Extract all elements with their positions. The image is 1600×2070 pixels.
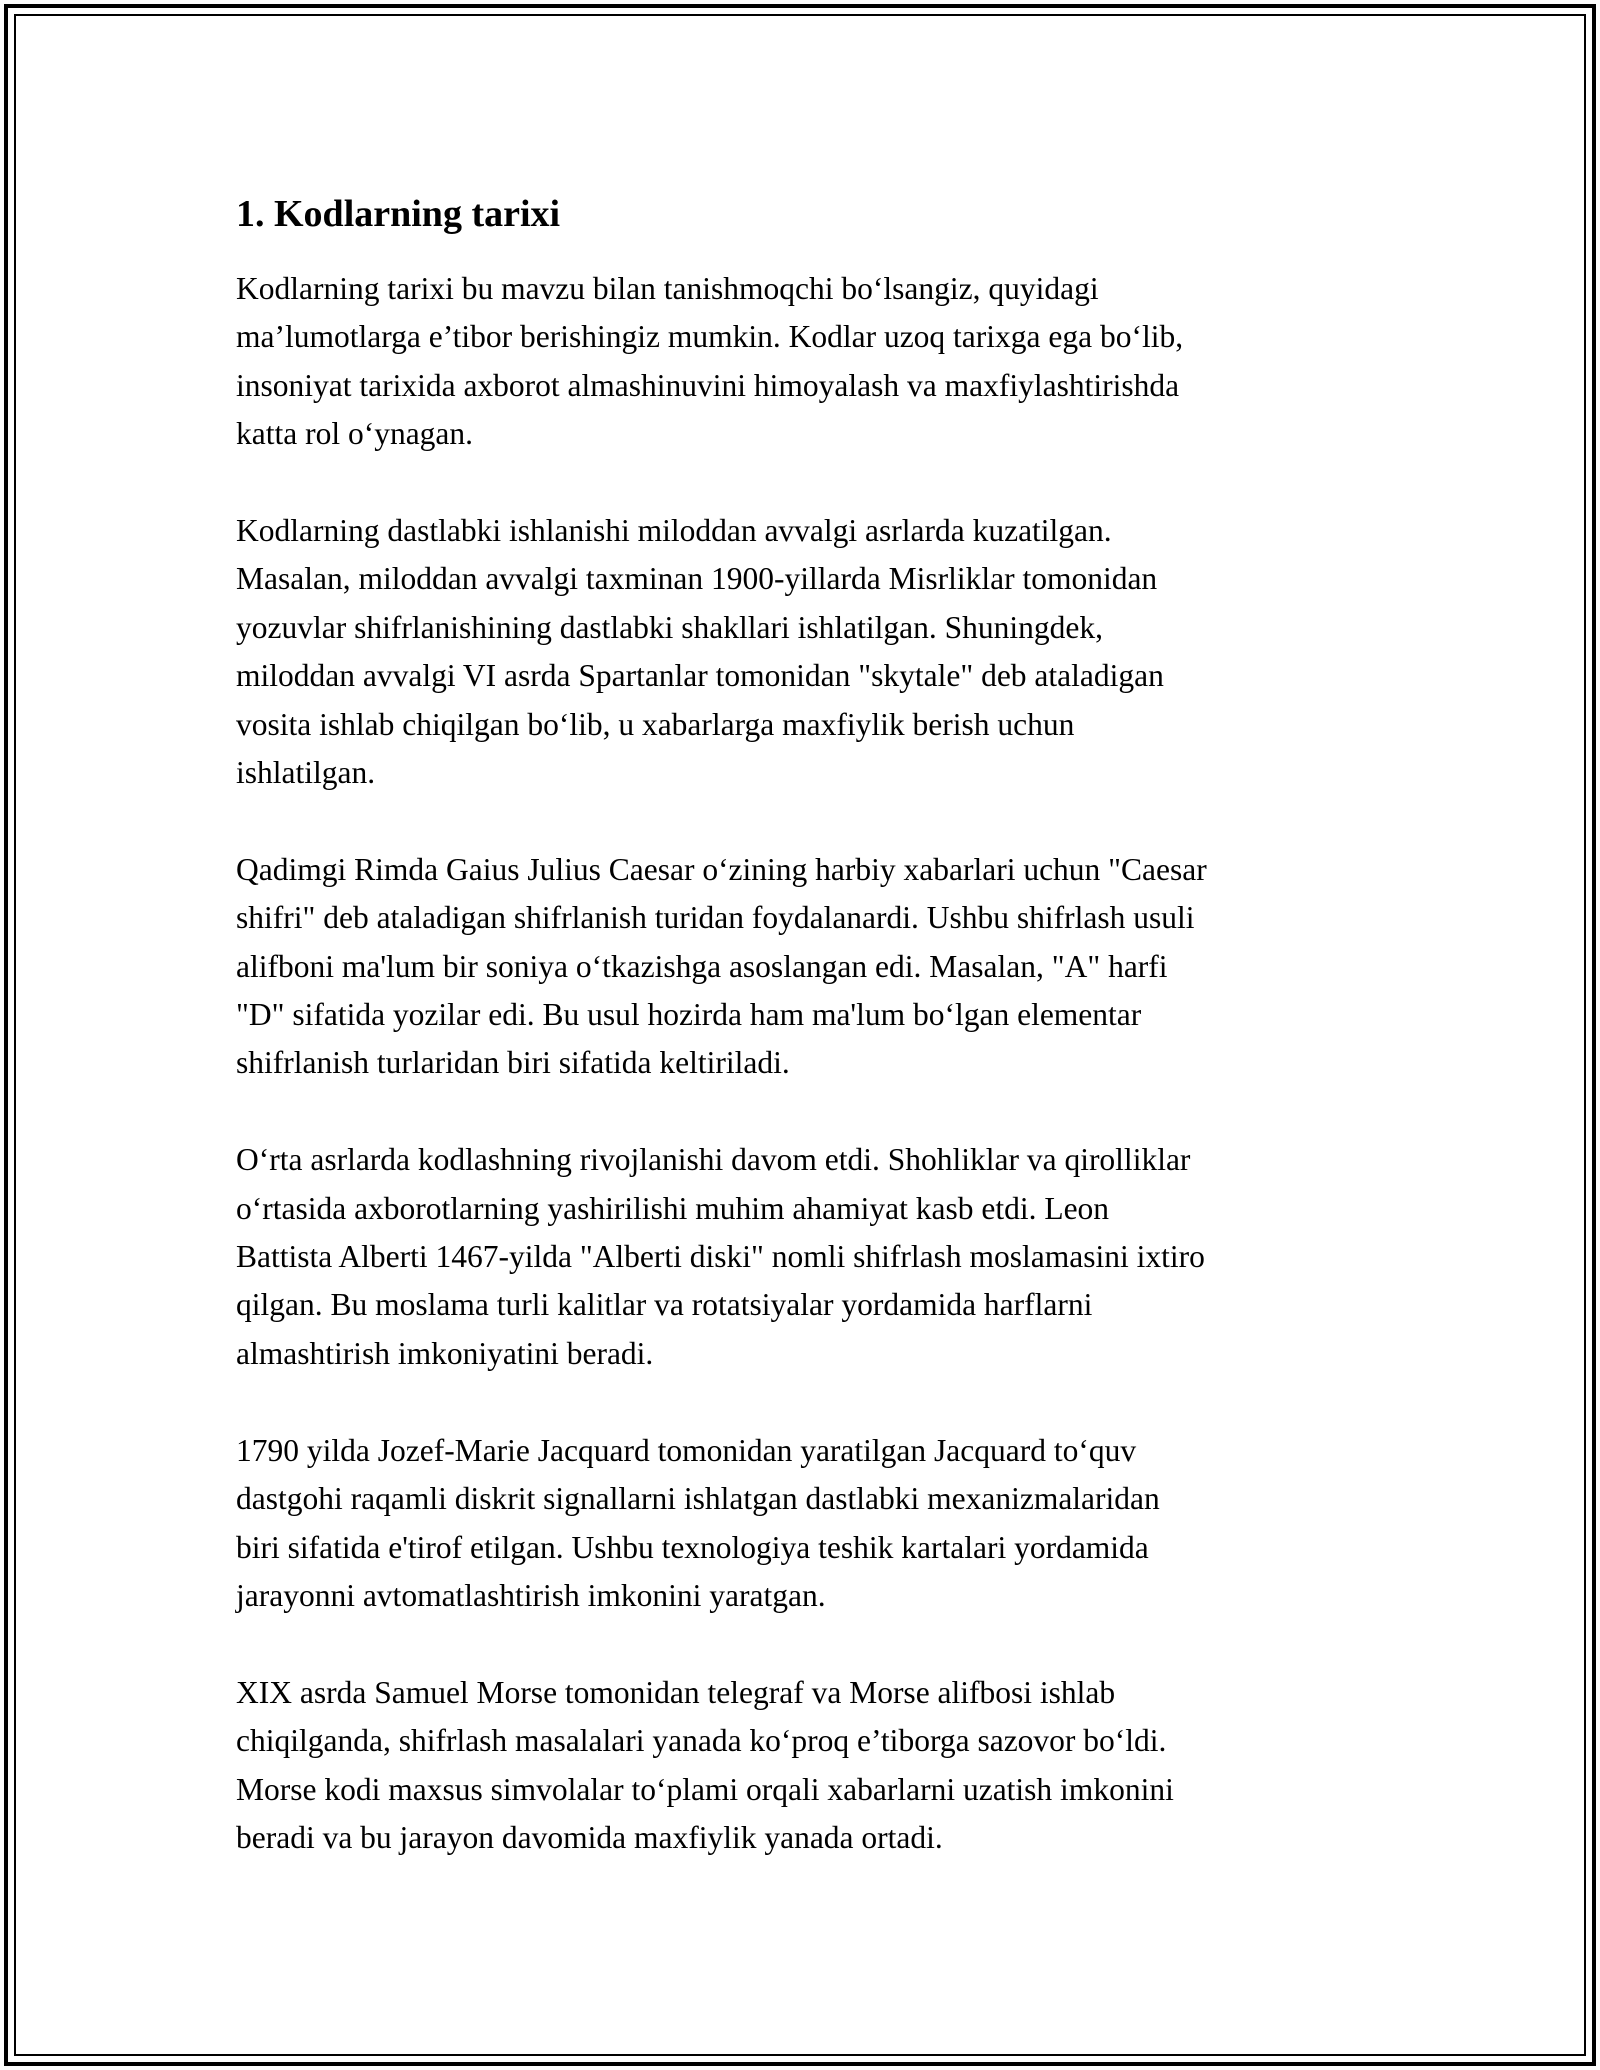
text-line: Morse kodi maxsus simvolalar to‘plami orqali xabarlarni uzatish imkonini [236,1771,1174,1807]
document-body [236,189,1396,1911]
text-line: Battista Alberti 1467-yilda "Alberti diski" nomli shifrlash moslamasini ixtiro [236,1239,1205,1275]
text-line: "D" sifatida yozilar edi. Bu usul hozirda ham ma'lum bo‘lgan elementar [236,997,1142,1033]
paragraph-middle-ages [236,1136,1396,1378]
text-line: o‘rtasida axborotlarning yashirilishi muhim ahamiyat kasb etdi. Leon [236,1190,1110,1226]
text-line: jarayonni avtomatlashtirish imkonini yaratgan. [236,1577,826,1613]
text-line: Kodlarning tarixi bu mavzu bilan tanishmoqchi bo‘lsangiz, quyidagi [236,271,1099,306]
text-line: alifboni ma'lum bir soniya o‘tkazishga asoslangan edi. Masalan, "A" harfi [236,948,1168,984]
document-title: 1. Kodlarning tarixi [236,193,561,235]
text-line: almashtirish imkoniyatini beradi. [236,1335,654,1371]
text-line: O‘rta asrlarda kodlashning rivojlanishi davom etdi. Shohliklar va qirolliklar [236,1142,1191,1178]
text-line: ishlatilgan. [236,755,376,791]
paragraph-morse-code [236,1669,1396,1863]
text-line: Kodlarning dastlabki ishlanishi miloddan avvalgi asrlarda kuzatilgan. [236,513,1112,549]
text-line: XIX asrda Samuel Morse tomonidan telegraf va Morse alifbosi ishlab [236,1674,1116,1710]
text-line: beradi va bu jarayon davomida maxfiylik yanada ortadi. [236,1819,943,1855]
paragraph-early-history [236,507,1396,797]
text-line: Qadimgi Rimda Gaius Julius Caesar o‘zining harbiy xabarlari uchun "Caesar [236,851,1207,887]
text-line: vosita ishlab chiqilgan bo‘lib, u xabarlarga maxfiylik berish uchun [236,706,1075,742]
text-line: dastgohi raqamli diskrit signallarni ishlatgan dastlabki mexanizmalaridan [236,1481,1160,1517]
text-line: yozuvlar shifrlanishining dastlabki shakllari ishlatilgan. Shuningdek, [236,609,1103,645]
text-line: katta rol o‘ynagan. [236,416,474,452]
text-line: shifri" deb ataladigan shifrlanish turidan foydalanardi. Ushbu shifrlash usuli [236,900,1195,936]
text-line: chiqilganda, shifrlash masalalari yanada ko‘proq e’tiborga sazovor bo‘ldi. [236,1723,1167,1759]
paragraph-jacquard-loom [236,1427,1396,1621]
paragraph-caesar-cipher [236,846,1396,1088]
text-line: qilgan. Bu moslama turli kalitlar va rotatsiyalar yordamida harflarni [236,1287,1093,1323]
text-line: insoniyat tarixida axborot almashinuvini himoyalash va maxfiylashtirishda [236,367,1180,403]
text-line: 1790 yilda Jozef-Marie Jacquard tomonidan yaratilgan Jacquard to‘quv [236,1432,1137,1468]
text-line: biri sifatida e'tirof etilgan. Ushbu texnologiya teshik kartalari yordamida [236,1529,1149,1565]
text-line: miloddan avvalgi VI asrda Spartanlar tomonidan "skytale" deb ataladigan [236,658,1164,694]
text-line: Masalan, miloddan avvalgi taxminan 1900-yillarda Misrliklar tomonidan [236,561,1158,597]
text-line: ma’lumotlarga e’tibor berishingiz mumkin. Kodlar uzoq tarixga ega bo‘lib, [236,319,1184,355]
paragraph-intro [236,265,1396,459]
text-line: shifrlanish turlaridan biri sifatida keltiriladi. [236,1045,790,1081]
